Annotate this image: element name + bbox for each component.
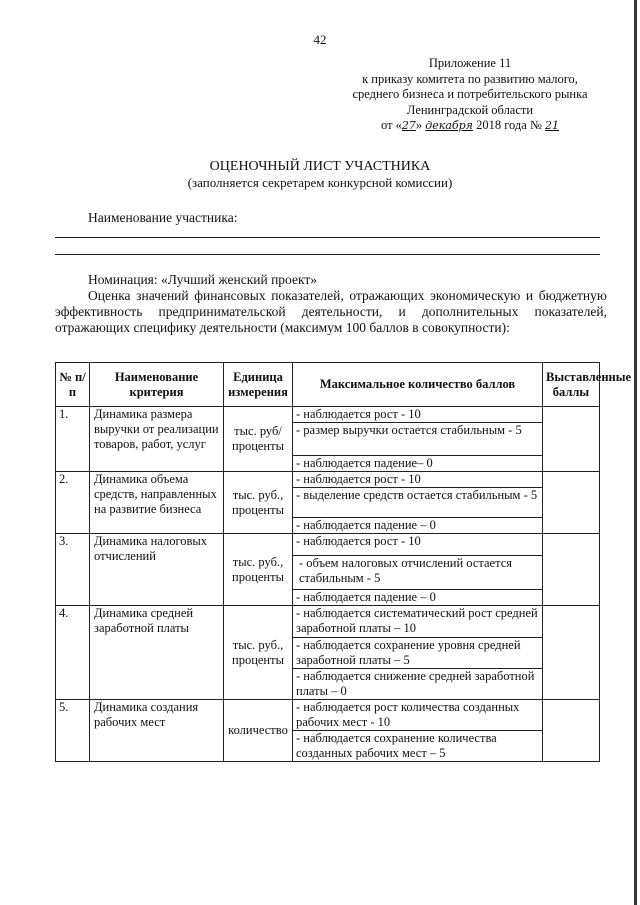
row1-option2: - размер выручки остается стабильным - 5 [293,423,543,456]
row5-num: 5. [56,700,90,762]
header-num: № п/п [56,363,90,407]
row2-criterion: Динамика объема средств, направленных на развитие бизнеса [90,472,224,534]
row1-criterion: Динамика размера выручки от реализации товаров, работ, услуг [90,407,224,472]
row4-option2: - наблюдается сохранение уровня средней заработной платы – 5 [293,638,543,669]
table-row [56,534,600,556]
row3-num: 3. [56,534,90,606]
row5-unit: количество [224,700,293,762]
appendix-line3: среднего бизнеса и потребительского рынка [352,87,588,101]
row5-option1: - наблюдается рост количества созданных рабочих мест - 10 [293,700,543,731]
page-number: 42 [313,32,327,47]
table-header-row [56,363,600,407]
row4-option3: - наблюдается снижение средней заработной платы – 0 [293,669,543,700]
row3-unit: тыс. руб., проценты [224,534,293,606]
row2-option2: - выделение средств остается стабильным - 5 [293,488,543,518]
date-prefix: от « [380,118,402,132]
date-day: 27 [401,119,416,132]
row1-score-cell[interactable] [543,407,600,472]
evaluation-table [55,362,632,762]
row5-option2: - наблюдается сохранение количества созданных рабочих мест – 5 [293,731,543,762]
row2-score-cell[interactable] [543,472,600,534]
row3-option1: - наблюдается рост - 10 [293,534,543,556]
row2-option3: - наблюдается падение – 0 [293,518,543,534]
appendix-line1: Приложение 11 [428,56,512,70]
row5-criterion: Динамика создания рабочих мест [90,700,224,762]
order-number: 21 [545,119,559,132]
row3-option2: - объем налоговых отчислений остается стабильным - 5 [293,556,543,590]
scan-edge-line [634,0,637,905]
row1-unit: тыс. руб/ проценты [224,407,293,472]
row2-num: 2. [56,472,90,534]
row2-option1: - наблюдается рост - 10 [293,472,543,488]
participant-name-line-1 [55,237,600,238]
table-row [56,407,600,423]
row4-score-cell[interactable] [543,606,600,700]
date-mid1: » [415,118,423,132]
row3-option3: - наблюдается падение – 0 [293,590,543,606]
date-month: декабря [425,119,473,132]
document-subtitle: (заполняется секретарем конкурсной комиссии) [187,175,453,190]
table-row [56,472,600,488]
appendix-block [330,56,610,134]
row3-criterion: Динамика налоговых отчислений [90,534,224,606]
evaluation-paragraph: Оценка значений финансовых показателей, отражающих экономическую и бюджетную эффективность предпринимательской деятельности, и дополнительных показателей, отражающих специфику деятельности (максимум 100 баллов в совокупности): [55,288,607,335]
row2-unit: тыс. руб., проценты [224,472,293,534]
table-row [56,700,600,731]
participant-name-line-2 [55,254,600,255]
row1-num: 1. [56,407,90,472]
row4-num: 4. [56,606,90,700]
table-row [56,606,600,638]
row4-criterion: Динамика средней заработной платы [90,606,224,700]
date-mid2: 2018 года № [476,118,542,132]
row4-unit: тыс. руб., проценты [224,606,293,700]
header-score: Выставленные баллы [543,363,600,407]
header-unit: Единица измерения [224,363,293,407]
row5-score-cell[interactable] [543,700,600,762]
header-criterion: Наименование критерия [90,363,224,407]
nomination: Номинация: «Лучший женский проект» [88,272,317,287]
document-title: ОЦЕНОЧНЫЙ ЛИСТ УЧАСТНИКА [209,159,431,174]
row1-option3: - наблюдается падение– 0 [293,456,543,472]
row4-option1: - наблюдается систематический рост средней заработной платы – 10 [293,606,543,638]
appendix-line4: Ленинградской области [406,102,534,117]
row1-option1: - наблюдается рост - 10 [293,407,543,423]
appendix-line2: к приказу комитета по развитию малого, [362,71,578,86]
row3-score-cell[interactable] [543,534,600,606]
participant-name-label: Наименование участника: [88,210,238,225]
appendix-date-line [330,118,610,134]
header-max-points: Максимальное количество баллов [293,363,543,407]
